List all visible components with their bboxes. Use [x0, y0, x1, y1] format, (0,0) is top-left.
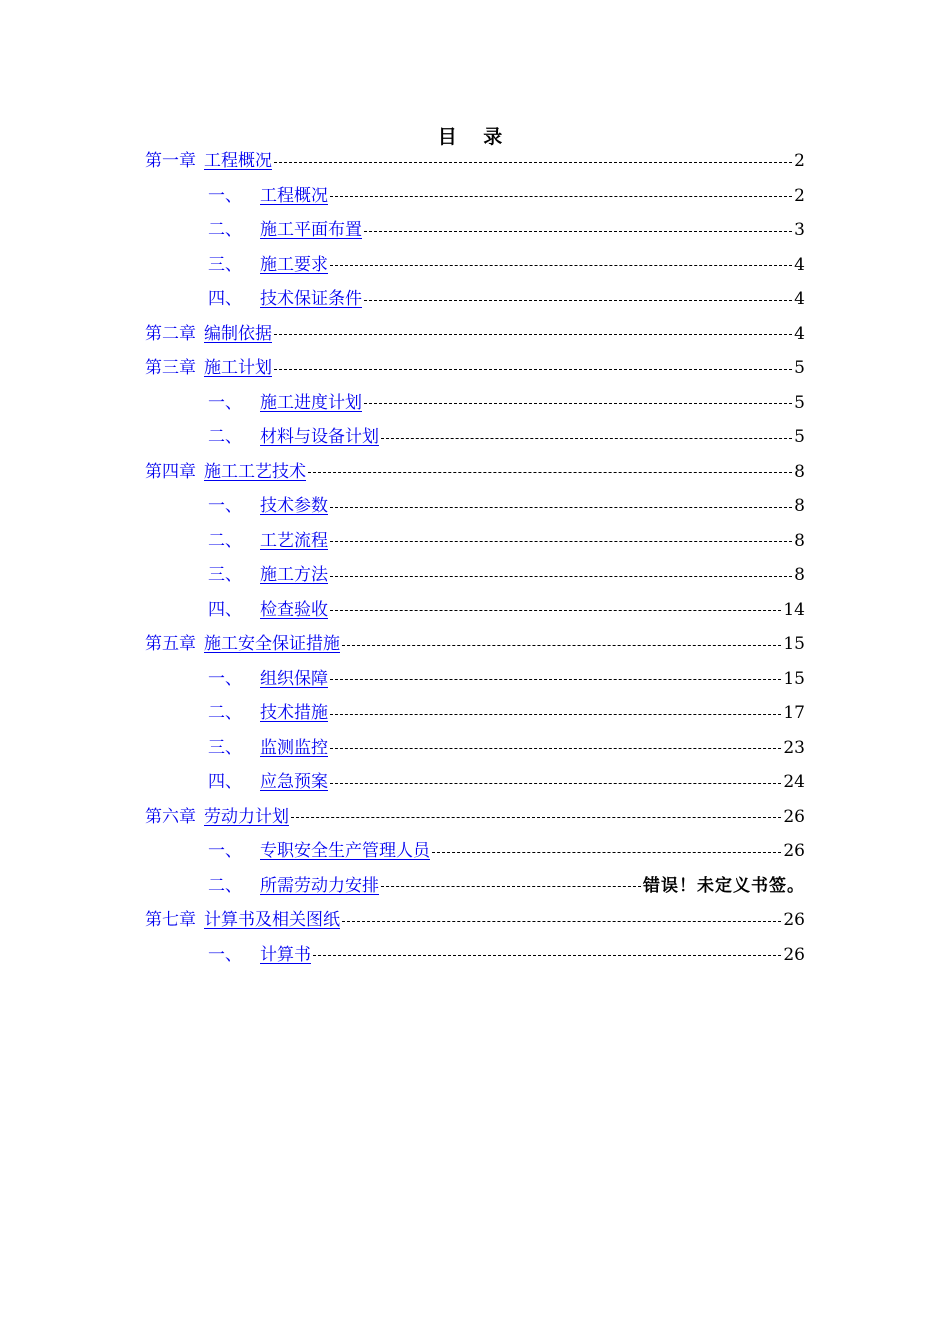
- toc-page-number: 17: [783, 703, 805, 724]
- toc-entry-number: 一、: [208, 185, 242, 206]
- toc-section-row: [0, 731, 950, 766]
- toc-entry-title: 技术保证条件: [260, 289, 362, 310]
- toc-entry: [208, 662, 805, 696]
- toc-page-error: 错误！未定义书签。: [643, 875, 805, 896]
- toc-page-number: 14: [783, 599, 805, 620]
- toc-entry: [145, 903, 805, 937]
- toc-dot-leader: [342, 921, 781, 922]
- toc-page-number: 15: [783, 634, 805, 655]
- toc-entry-title: 编制依据: [204, 323, 272, 344]
- toc-entry: [145, 144, 805, 178]
- toc-entry-title: 施工进度计划: [260, 392, 362, 413]
- toc-section-row: [0, 282, 950, 317]
- toc-entry: [208, 489, 805, 523]
- toc-entry-title: 施工方法: [260, 565, 328, 586]
- toc-entry-number: 二、: [208, 703, 242, 724]
- toc-chapter-link[interactable]: [145, 351, 272, 385]
- toc-section-row: [0, 765, 950, 800]
- toc-page-number: 26: [783, 944, 805, 965]
- toc-page-number: 2: [794, 185, 805, 206]
- toc-chapter-link[interactable]: [145, 800, 289, 834]
- toc-chapter-link[interactable]: [145, 317, 272, 351]
- toc-entry: [208, 213, 805, 247]
- toc-page-number: 8: [794, 565, 805, 586]
- toc-entry: [208, 834, 805, 868]
- toc-entry-title: 技术参数: [260, 496, 328, 517]
- toc-page-number: 15: [783, 668, 805, 689]
- toc-entry-number: 第五章: [145, 634, 196, 655]
- toc-dot-leader: [381, 886, 641, 887]
- toc-section-link[interactable]: [208, 282, 362, 316]
- toc-entry-number: 四、: [208, 599, 242, 620]
- toc-section-link[interactable]: [208, 179, 328, 213]
- toc-dot-leader: [274, 162, 792, 163]
- toc-section-row: [0, 386, 950, 421]
- toc-entry: [208, 869, 805, 903]
- toc-entry-number: 三、: [208, 254, 242, 275]
- toc-dot-leader: [432, 852, 781, 853]
- toc-chapter-link[interactable]: [145, 455, 306, 489]
- toc-dot-leader: [342, 645, 781, 646]
- toc-entry: [208, 524, 805, 558]
- toc-section-link[interactable]: [208, 248, 328, 282]
- toc-entry-title: 施工计划: [204, 358, 272, 379]
- toc-section-link[interactable]: [208, 696, 328, 730]
- toc-page-number: 8: [794, 496, 805, 517]
- toc-entry-title: 应急预案: [260, 772, 328, 793]
- toc-entry-title: 监测监控: [260, 737, 328, 758]
- toc-dot-leader: [330, 714, 781, 715]
- toc-entry: [208, 593, 805, 627]
- toc-entry-title: 组织保障: [260, 668, 328, 689]
- toc-page-number: 23: [783, 737, 805, 758]
- toc-entry-number: 三、: [208, 565, 242, 586]
- toc-chapter-row: [0, 627, 950, 662]
- toc-entry-number: 二、: [208, 530, 242, 551]
- toc-section-link[interactable]: [208, 869, 379, 903]
- toc-dot-leader: [330, 196, 792, 197]
- toc-dot-leader: [330, 576, 792, 577]
- toc-entry-title: 材料与设备计划: [260, 427, 379, 448]
- toc-entry-title: 施工要求: [260, 254, 328, 275]
- toc-entry: [208, 765, 805, 799]
- toc-entry-number: 一、: [208, 392, 242, 413]
- toc-section-row: [0, 248, 950, 283]
- toc-entry-number: 一、: [208, 668, 242, 689]
- toc-page-number: 8: [794, 530, 805, 551]
- toc-entry: [208, 386, 805, 420]
- toc-entry: [145, 351, 805, 385]
- toc-entry-title: 施工平面布置: [260, 220, 362, 241]
- toc-entry-number: 第一章: [145, 151, 196, 172]
- toc-dot-leader: [364, 403, 792, 404]
- toc-dot-leader: [308, 472, 792, 473]
- toc-entry: [145, 627, 805, 661]
- toc-entry-number: 二、: [208, 427, 242, 448]
- toc-entry-number: 第二章: [145, 323, 196, 344]
- toc-dot-leader: [381, 438, 792, 439]
- toc-entry-number: 一、: [208, 944, 242, 965]
- toc-entry-title: 所需劳动力安排: [260, 875, 379, 896]
- toc-entry-title: 工程概况: [204, 151, 272, 172]
- toc-dot-leader: [291, 817, 781, 818]
- toc-page-number: 4: [794, 323, 805, 344]
- toc-page-number: 26: [783, 806, 805, 827]
- toc-entry-number: 第三章: [145, 358, 196, 379]
- toc-dot-leader: [274, 334, 792, 335]
- toc-title: 目 录: [437, 126, 513, 148]
- toc-chapter-row: [0, 903, 950, 938]
- toc-section-row: [0, 662, 950, 697]
- toc-entry-title: 检查验收: [260, 599, 328, 620]
- toc-chapter-row: [0, 800, 950, 835]
- toc-entry: [208, 420, 805, 454]
- toc-entry: [208, 179, 805, 213]
- toc-page-number: 2: [794, 151, 805, 172]
- toc-entry-number: 二、: [208, 875, 242, 896]
- table-of-contents: [0, 144, 950, 972]
- toc-entry-title: 技术措施: [260, 703, 328, 724]
- toc-dot-leader: [330, 541, 792, 542]
- toc-entry-title: 施工安全保证措施: [204, 634, 340, 655]
- toc-entry: [145, 800, 805, 834]
- toc-section-row: [0, 420, 950, 455]
- toc-page-number: 4: [794, 289, 805, 310]
- toc-section-row: [0, 593, 950, 628]
- toc-entry: [145, 455, 805, 489]
- toc-section-link[interactable]: [208, 938, 311, 972]
- toc-section-link[interactable]: [208, 731, 328, 765]
- toc-entry-number: 第六章: [145, 806, 196, 827]
- toc-dot-leader: [330, 748, 781, 749]
- toc-entry-title: 劳动力计划: [204, 806, 289, 827]
- toc-section-link[interactable]: [208, 524, 328, 558]
- toc-page-number: 5: [794, 427, 805, 448]
- toc-entry-number: 第四章: [145, 461, 196, 482]
- toc-page-number: 5: [794, 358, 805, 379]
- toc-entry-title: 计算书: [260, 944, 311, 965]
- toc-section-row: [0, 834, 950, 869]
- toc-dot-leader: [330, 610, 781, 611]
- toc-chapter-row: [0, 144, 950, 179]
- toc-section-link[interactable]: [208, 593, 328, 627]
- toc-dot-leader: [364, 300, 792, 301]
- toc-entry-number: 四、: [208, 289, 242, 310]
- toc-entry: [208, 731, 805, 765]
- toc-section-row: [0, 524, 950, 559]
- toc-dot-leader: [330, 679, 781, 680]
- toc-dot-leader: [330, 783, 781, 784]
- toc-section-row: [0, 938, 950, 973]
- toc-dot-leader: [364, 231, 792, 232]
- toc-page-number: 26: [783, 841, 805, 862]
- toc-page-number: 26: [783, 910, 805, 931]
- toc-page-number: 24: [783, 772, 805, 793]
- toc-dot-leader: [313, 955, 781, 956]
- toc-section-row: [0, 489, 950, 524]
- toc-page-number: 3: [794, 220, 805, 241]
- toc-section-link[interactable]: [208, 558, 328, 592]
- toc-entry: [208, 248, 805, 282]
- toc-chapter-link[interactable]: [145, 144, 272, 178]
- toc-entry-number: 三、: [208, 737, 242, 758]
- toc-entry-title: 施工工艺技术: [204, 461, 306, 482]
- toc-entry: [208, 282, 805, 316]
- toc-section-link[interactable]: [208, 765, 328, 799]
- toc-entry: [208, 696, 805, 730]
- toc-section-link[interactable]: [208, 213, 362, 247]
- toc-entry-number: 四、: [208, 772, 242, 793]
- toc-section-link[interactable]: [208, 420, 379, 454]
- toc-entry-number: 一、: [208, 496, 242, 517]
- toc-section-link[interactable]: [208, 386, 362, 420]
- toc-entry-number: 一、: [208, 841, 242, 862]
- toc-dot-leader: [330, 265, 792, 266]
- toc-section-link[interactable]: [208, 489, 328, 523]
- toc-entry: [145, 317, 805, 351]
- toc-section-link[interactable]: [208, 834, 430, 868]
- toc-chapter-link[interactable]: [145, 903, 340, 937]
- toc-section-row: [0, 558, 950, 593]
- toc-section-link[interactable]: [208, 662, 328, 696]
- toc-entry-title: 计算书及相关图纸: [204, 910, 340, 931]
- toc-entry: [208, 558, 805, 592]
- toc-page-number: 8: [794, 461, 805, 482]
- toc-page-number: 4: [794, 254, 805, 275]
- toc-section-row: [0, 696, 950, 731]
- toc-dot-leader: [274, 369, 792, 370]
- toc-chapter-row: [0, 351, 950, 386]
- toc-section-row: [0, 869, 950, 904]
- toc-chapter-row: [0, 317, 950, 352]
- toc-dot-leader: [330, 507, 792, 508]
- toc-entry-number: 二、: [208, 220, 242, 241]
- toc-entry: [208, 938, 805, 972]
- toc-entry-title: 工程概况: [260, 185, 328, 206]
- toc-page-number: 5: [794, 392, 805, 413]
- toc-entry-title: 专职安全生产管理人员: [260, 841, 430, 862]
- toc-section-row: [0, 179, 950, 214]
- toc-chapter-row: [0, 455, 950, 490]
- toc-entry-number: 第七章: [145, 910, 196, 931]
- toc-chapter-link[interactable]: [145, 627, 340, 661]
- toc-section-row: [0, 213, 950, 248]
- toc-entry-title: 工艺流程: [260, 530, 328, 551]
